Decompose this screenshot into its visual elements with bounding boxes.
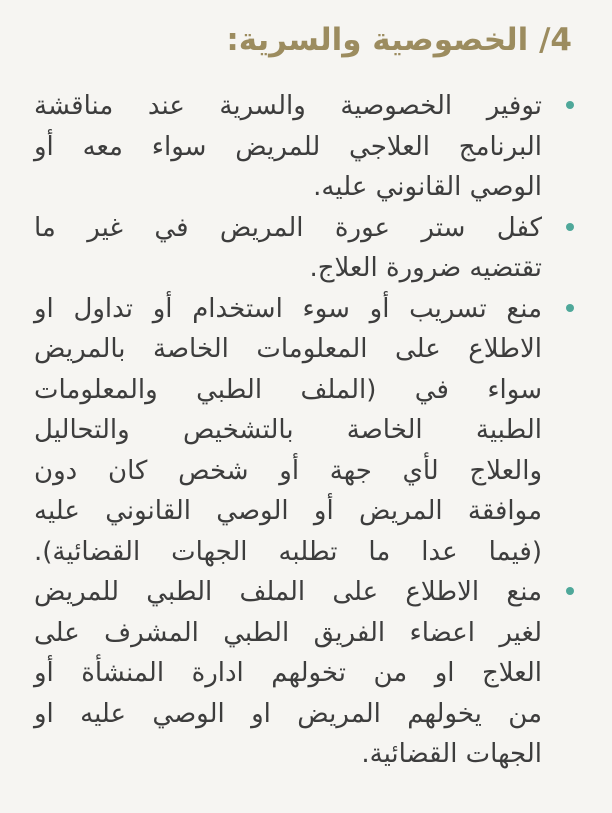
bullet-text-line: منع تسريب أو سوء استخدام أو تداول او	[34, 293, 542, 324]
bullet-text-line: منع الاطلاع على الملف الطبي للمريض	[34, 577, 542, 607]
bullet-text-line: كفل ستر عورة المريض في غير ما	[34, 212, 542, 243]
bullet-dot-icon	[566, 101, 574, 109]
bullet-item-medical-file-access	[34, 572, 576, 775]
bullet-text-line: من يخولهم المريض او الوصي عليه او	[34, 698, 542, 729]
bullet-dot-icon	[566, 223, 574, 231]
bullet-text-line: الوصي القانوني عليه.	[313, 172, 542, 202]
bullet-text-line: البرنامج العلاجي للمريض سواء معه أو	[34, 131, 542, 162]
bullet-text-line: الاطلاع على المعلومات الخاصة بالمريض	[34, 334, 542, 364]
bullet-text-line: لغير اعضاء الفريق الطبي المشرف على	[34, 617, 542, 648]
bullet-text-line: العلاج او من تخولهم ادارة المنشأة أو	[34, 658, 542, 688]
bullet-text-line: الجهات القضائية.	[361, 739, 542, 769]
bullet-text-line: (فيما عدا ما تطلبه الجهات القضائية).	[34, 536, 542, 567]
bullet-text-line: تقتضيه ضرورة العلاج.	[309, 253, 542, 283]
bullet-dot-icon	[566, 587, 574, 595]
bullet-list	[34, 86, 576, 775]
bullet-item-modesty	[34, 208, 576, 289]
bullet-item-information-leak	[34, 289, 576, 573]
bullet-text-line: موافقة المريض أو الوصي القانوني عليه	[34, 496, 542, 526]
bullet-text-line: سواء في (الملف الطبي والمعلومات	[34, 374, 542, 405]
bullet-dot-icon	[566, 304, 574, 312]
section-heading: 4/ الخصوصية والسرية:	[226, 22, 572, 58]
bullet-item-privacy-discussion	[34, 86, 576, 208]
bullet-text-line: توفير الخصوصية والسرية عند مناقشة	[34, 91, 542, 121]
bullet-text-line: الطبية الخاصة بالتشخيص والتحاليل	[34, 415, 542, 445]
bullet-text-line: والعلاج لأي جهة أو شخص كان دون	[34, 455, 542, 486]
